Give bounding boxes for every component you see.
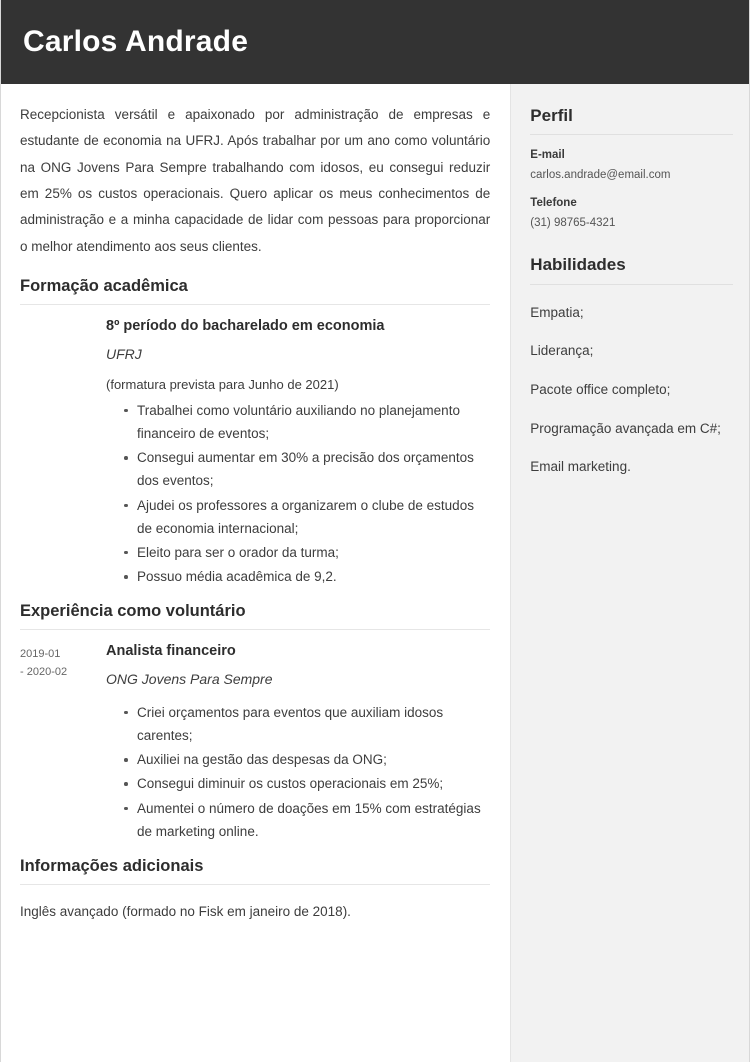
list-item: Pacote office completo; [530, 382, 671, 398]
education-entry-dates [20, 317, 106, 590]
main-column [1, 84, 510, 1062]
list-item: Empatia; [530, 304, 584, 320]
skills-block [530, 255, 733, 477]
list-item: Email marketing. [530, 459, 631, 475]
additional-info-section [20, 856, 490, 922]
list-item: Eleito para ser o orador da turma; [124, 541, 490, 564]
contact-list [530, 148, 733, 231]
profile-block [530, 106, 733, 231]
additional-info-section-title: Informações adicionais [20, 856, 490, 885]
experience-section [20, 601, 490, 844]
resume-header [1, 0, 749, 84]
list-item: Consegui aumentar em 30% a precisão dos orçamentos dos eventos; [124, 446, 490, 492]
contact-label: Telefone [530, 197, 577, 210]
experience-entry-body [106, 642, 490, 844]
experience-entry-title: Analista financeiro [106, 643, 236, 659]
list-item: Programação avançada em C#; [530, 420, 721, 436]
experience-entry-organization: ONG Jovens Para Sempre [106, 671, 273, 688]
resume-columns [1, 84, 749, 1062]
skills-section-title: Habilidades [530, 255, 733, 284]
list-item: Trabalhei como voluntário auxiliando no planejamento financeiro de eventos; [124, 399, 490, 445]
list-item: Ajudei os professores a organizarem o clube de estudos de economia internacional; [124, 494, 490, 540]
skills-list [530, 302, 733, 478]
experience-entry [20, 630, 490, 844]
list-item: Criei orçamentos para eventos que auxiliam idosos carentes; [124, 701, 490, 747]
education-entry [20, 305, 490, 590]
additional-info-text: Inglês avançado (formado no Fisk em janeiro de 2018). [20, 903, 351, 919]
list-item: Auxiliei na gestão das despesas da ONG; [124, 748, 490, 771]
list-item: Aumentei o número de doações em 15% com estratégias de marketing online. [124, 797, 490, 843]
contact-label: E-mail [530, 149, 565, 162]
education-section [20, 276, 490, 590]
profile-section-title: Perfil [530, 106, 733, 135]
education-entry-title: 8º período do bacharelado em economia [106, 317, 385, 334]
experience-entry-dates [20, 642, 106, 844]
education-entry-body [106, 317, 490, 590]
contact-value[interactable]: carlos.andrade@email.com [530, 169, 671, 182]
experience-section-title: Experiência como voluntário [20, 601, 490, 630]
education-entry-institution: UFRJ [106, 345, 142, 362]
page-title: Carlos Andrade [23, 25, 249, 58]
date-line: - 2020-02 [20, 666, 68, 679]
date-line: 2019-01 [20, 648, 61, 660]
contact-item [530, 196, 733, 231]
education-bullet-list [106, 399, 490, 589]
contact-item [530, 148, 733, 183]
education-section-title: Formação acadêmica [20, 276, 490, 305]
education-entry-note: (formatura prevista para Junho de 2021) [106, 377, 339, 393]
sidebar-column [510, 84, 749, 1062]
list-item: Consegui diminuir os custos operacionais em 25%; [124, 772, 490, 795]
contact-value[interactable]: (31) 98765-4321 [530, 217, 616, 230]
professional-summary: Recepcionista versátil e apaixonado por administração de empresas e estudante de economia na UFRJ. Após trabalhar por um ano como voluntário na ONG Jovens Para Sempre trabalhando com idosos, eu consegui reduzir em 25% os custos operacionais. Quero aplicar os meus conhecimentos de administração e a minha capacidade de lidar com pessoas para proporcionar o melhor atendimento aos seus clientes. [20, 107, 491, 254]
experience-bullet-list [106, 701, 490, 843]
list-item: Possuo média acadêmica de 9,2. [124, 565, 490, 588]
list-item: Liderança; [530, 343, 594, 359]
